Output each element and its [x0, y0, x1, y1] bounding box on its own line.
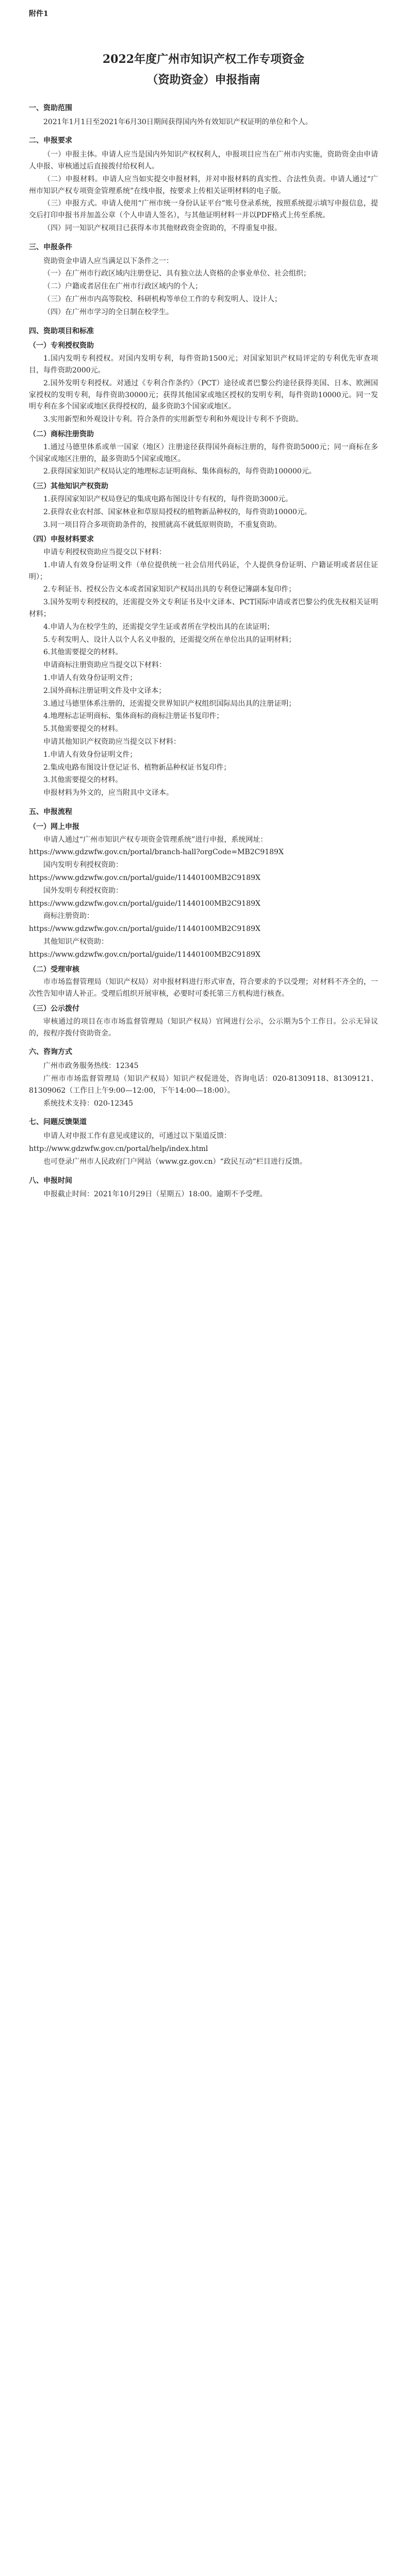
- paragraph: 国内发明专利授权资助：: [43, 861, 123, 870]
- paragraph: 申报材料为外文的，应当附具中文译本。: [43, 789, 173, 798]
- paragraph: （三）在广州市内高等院校、科研机构等单位工作的专利发明人、设计人；: [43, 295, 282, 303]
- paragraph: （一）申报主体。申请人应当是国内外知识产权权利人，申报项目应当在广州市内实施，资助资金由申请人申报、审核通过后直接拨付给权利人。: [29, 150, 378, 171]
- paragraph: （三）申报方式。申请人使用“广州市统一身份认证平台”账号登录系统，按照系统提示填写申报信息，提交后打印申报书并加盖公章（个人申请人签名），与其他证明材料一并以PDF格式上传至系统。: [29, 199, 378, 220]
- section-heading: 八、申报时间: [29, 1176, 72, 1185]
- subsection-heading: （二）商标注册资助: [29, 430, 94, 438]
- section-heading: 一、资助范围: [29, 104, 72, 112]
- subsection-heading: （一）专利授权资助: [29, 342, 94, 350]
- paragraph: 审核通过的项目在市市场监督管理局（知识产权局）官网进行公示，公示期为5个工作日。公示无异议的，按程序拨付资助资金。: [29, 1017, 378, 1038]
- section-heading: 五、申报流程: [29, 808, 72, 817]
- paragraph: 6.其他需要提交的材料。: [43, 648, 123, 657]
- paragraph: 申请商标注册资助应当提交以下材料：: [43, 661, 166, 670]
- paragraph: 国外发明专利授权资助：: [43, 886, 123, 895]
- subsection-heading: （四）申报材料要求: [29, 535, 94, 544]
- paragraph: 2.国外发明专利授权。对通过《专利合作条约》（PCT）途径或者巴黎公约途径获得美国、日本、欧洲国家授权的发明专利，每件资助30000元；获得其他国家或地区授权的发明专利，每件资助10000元。同一发明专利在多个国家或地区获得授权的，最多资助3个国家或地区。: [29, 379, 378, 411]
- paragraph: 2.获得农业农村部、国家林业和草原局授权的植物新品种权的，每件资助10000元。: [43, 507, 312, 516]
- paragraph: 1.申请人有效身份证明文件（单位提供统一社会信用代码证，个人提供身份证明、户籍证明或者居住证明）；: [29, 561, 378, 581]
- url-link[interactable]: https://www.gdzwfw.gov.cn/portal/branch-hall?orgCode=MB2C9189X: [29, 848, 284, 857]
- section-heading: 二、申报要求: [29, 137, 72, 145]
- paragraph: 2.获得国家知识产权局认定的地理标志证明商标、集体商标的，每件资助100000元。: [43, 467, 316, 476]
- paragraph: 申请专利授权资助应当提交以下材料：: [43, 548, 166, 557]
- paragraph: 3.实用新型和外观设计专利。符合条件的实用新型专利和外观设计专利不予资助。: [43, 415, 303, 424]
- paragraph: 5.专利发明人、设计人以个人名义申报的，还需提交所在单位出具的证明材料；: [43, 635, 296, 644]
- paragraph: 4.地理标志证明商标、集体商标的商标注册证书复印件；: [43, 712, 224, 721]
- paragraph: 3.通过马德里体系注册的，还需提交世界知识产权组织国际局出具的注册证明；: [43, 699, 296, 708]
- subsection-heading: （二）受理审核: [29, 965, 79, 974]
- paragraph: 2.国外商标注册证明文件及中文译本；: [43, 686, 166, 695]
- paragraph: 申请其他知识产权资助应当提交以下材料：: [43, 738, 181, 747]
- paragraph: 1.获得国家知识产权局登记的集成电路布图设计专有权的，每件资助3000元。: [43, 495, 292, 503]
- paragraph: 1.申请人有效身份证明文件；: [43, 674, 137, 683]
- paragraph: 市市场监督管理局（知识产权局）对申报材料进行形式审查，符合要求的予以受理；对材料不齐全的，一次性告知申请人补正。受理后组织开展审核，必要时可委托第三方机构进行核查。: [29, 978, 378, 998]
- paragraph: （二）申报材料。申请人应当如实提交申报材料，并对申报材料的真实性、合法性负责。申请人通过“广州市知识产权专项资金管理系统”在线申报，按要求上传相关证明材料的电子版。: [29, 175, 378, 195]
- section-heading: 六、咨询方式: [29, 1048, 72, 1057]
- document-body: [29, 103, 378, 1200]
- paragraph: 1.国内发明专利授权。对国内发明专利，每件资助1500元；对国家知识产权局评定的专利优先审查项目，每件资助2000元。: [29, 354, 378, 375]
- paragraph: 3.其他需要提交的材料。: [43, 776, 123, 785]
- document-subtitle: （资助资金）申报指南: [146, 73, 260, 87]
- url-link[interactable]: https://www.gdzwfw.gov.cn/portal/guide/11440100MB2C9189X: [29, 925, 260, 934]
- subsection-heading: （一）网上申报: [29, 822, 79, 831]
- section-heading: 七、问题反馈渠道: [29, 1118, 87, 1127]
- section-heading: 四、资助项目和标准: [29, 327, 94, 335]
- paragraph: 也可登录广州市人民政府门户网站（www.gz.gov.cn）“政民互动”栏目进行反馈。: [43, 1157, 307, 1166]
- paragraph: 广州市政务服务热线：12345: [43, 1062, 139, 1071]
- document-page: [0, 0, 409, 1222]
- paragraph: 4.申请人为在校学生的，还需提交学生证或者所在学校出具的在读证明；: [43, 622, 274, 631]
- url-link[interactable]: http://www.gdzwfw.gov.cn/portal/help/index.html: [29, 1144, 208, 1153]
- paragraph: 广州市市场监督管理局（知识产权局）知识产权促进处，咨询电话：020-81309118、81309121、81309062（工作日上午9:00—12:00，下午14:00—18:00）。: [29, 1074, 378, 1095]
- paragraph: 申报截止时间：2021年10月29日（星期五）18:00。逾期不予受理。: [43, 1190, 267, 1199]
- url-link[interactable]: https://www.gdzwfw.gov.cn/portal/guide/11440100MB2C9189X: [29, 874, 260, 883]
- url-link[interactable]: https://www.gdzwfw.gov.cn/portal/guide/11440100MB2C9189X: [29, 950, 260, 959]
- document-title: 2022年度广州市知识产权工作专项资金: [102, 52, 305, 66]
- paragraph: 其他知识产权资助：: [43, 938, 108, 946]
- subsection-heading: （三）公示拨付: [29, 1004, 79, 1013]
- paragraph: 2021年1月1日至2021年6月30日期间获得国内外有效知识产权证明的单位和个人。: [43, 117, 313, 126]
- paragraph: 1.通过马德里体系或单一国家（地区）注册途径获得国外商标注册的，每件资助5000元；同一商标在多个国家或地区注册的，最多资助5个国家或地区。: [29, 443, 378, 463]
- paragraph: 申请人对申报工作有意见或建议的，可通过以下渠道反馈：: [43, 1132, 231, 1141]
- paragraph: 申请人通过“广州市知识产权专项资金管理系统”进行申报，系统网址：: [43, 835, 268, 844]
- paragraph: （一）在广州市行政区域内注册登记、具有独立法人资格的企事业单位、社会组织；: [43, 269, 310, 278]
- paragraph: 5.其他需要提交的材料。: [43, 725, 123, 734]
- attachment-label: 附件1: [29, 10, 48, 18]
- subsection-heading: （三）其他知识产权资助: [29, 482, 108, 491]
- section-heading: 三、申报条件: [29, 243, 72, 251]
- paragraph: 2.集成电路布图设计登记证书、植物新品种权证书复印件；: [43, 763, 231, 772]
- paragraph: 资助资金申请人应当满足以下条件之一：: [43, 257, 173, 265]
- paragraph: （四）在广州市学习的全日制在校学生。: [43, 308, 173, 316]
- paragraph: 系统技术支持：020-12345: [43, 1099, 133, 1108]
- paragraph: 3.同一项目符合多项资助条件的，按照就高不就低原则资助，不重复资助。: [43, 520, 282, 529]
- paragraph: （四）同一知识产权项目已获得本市其他财政资金资助的，不得重复申报。: [43, 224, 282, 232]
- paragraph: 3.国外发明专利授权的，还需提交外文专利证书及中文译本、PCT国际申请或者巴黎公约优先权相关证明材料；: [29, 598, 378, 619]
- paragraph: （二）户籍或者居住在广州市行政区域内的个人；: [43, 282, 202, 291]
- url-link[interactable]: https://www.gdzwfw.gov.cn/portal/guide/11440100MB2C9189X: [29, 899, 260, 908]
- paragraph: 商标注册资助：: [43, 912, 94, 921]
- paragraph: 2.专利证书、授权公告文本或者国家知识产权局出具的专利登记簿副本复印件；: [43, 585, 296, 594]
- paragraph: 1.申请人有效身份证明文件；: [43, 750, 137, 759]
